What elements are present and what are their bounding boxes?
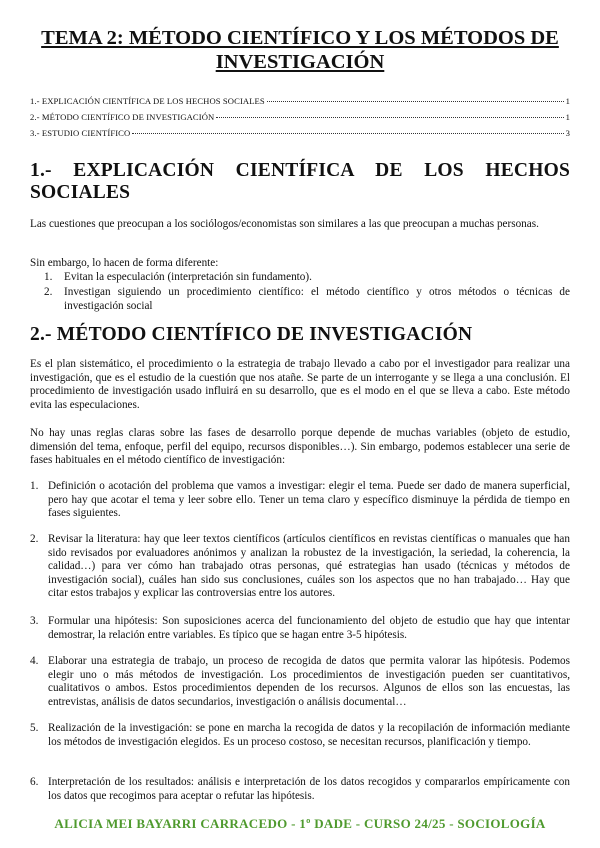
toc-entry-label: 3.- ESTUDIO CIENTÍFICO xyxy=(30,128,131,138)
section-2-paragraph-1: Es el plan sistemático, el procedimiento o la estrategia de trabajo llevado a cabo por el investigador para realizar una investigación, que es el estudio de la cuestión que nos atañe. Se parte de un interrogante y se llega a una conclusión. El procedimiento de investigación usado influirá en su desarrollo, que es el modo en el que se lleva a cabo. Este método evita las especulaciones. xyxy=(30,358,570,411)
toc-leader-dots xyxy=(216,117,563,118)
page-footer: ALICIA MEI BAYARRI CARRACEDO - 1º DADE - CURSO 24/25 - SOCIOLOGÍA xyxy=(54,816,546,831)
list-item-text: Interpretación de los resultados: análisis e interpretación de los datos recogidos y compararlos empíricamente con los datos que recogimos para aceptar o refutar las hipótesis. xyxy=(48,776,570,802)
list-item-text: Revisar la literatura: hay que leer textos científicos (artículos científicos en revistas científicas o manuales que han sido revisados por evaluadores anónimos y analizan la robustez de la investigación, la seriedad, la coherencia, la calidad…) para ver cómo han trabajado otras personas, qué estrategias han usado (técnicas y métodos de investigación social), cuáles han sido sus conclusiones, cuáles son los aspectos que no han trabajado… Hay que citar estos trabajos y explicar las controversias entre los autores. xyxy=(48,533,570,599)
list-item-number: 1. xyxy=(30,480,39,492)
list-item-text: Formular una hipótesis: Son suposiciones acerca del funcionamiento del objeto de estudio que hay que intentar demostrar, la relación entre variables. Es típico que se hagan entre 3-5 hipótesis. xyxy=(48,615,570,641)
list-item-number: 3. xyxy=(30,615,39,627)
list-item-number: 6. xyxy=(30,776,39,788)
toc-leader-dots xyxy=(267,101,564,102)
section-1-paragraph-2: Sin embargo, lo hacen de forma diferente: xyxy=(30,257,219,269)
list-item-text: Realización de la investigación: se pone en marcha la recogida de datos y la recopilación de información mediante los métodos de investigación elegidos. Es un proceso costoso, se necesitan recursos, planificación y tiempo. xyxy=(48,722,570,748)
list-item-number: 5. xyxy=(30,722,39,734)
toc-entry-label: 1.- EXPLICACIÓN CIENTÍFICA DE LOS HECHOS SOCIALES xyxy=(30,96,265,106)
list-item-number: 1. xyxy=(44,271,53,283)
section-1-paragraph-1: Las cuestiones que preocupan a los sociólogos/economistas son similares a las que preocupan a muchas personas. xyxy=(30,218,539,230)
toc-leader-dots xyxy=(132,133,563,134)
list-item-text: Evitan la especulación (interpretación sin fundamento). xyxy=(64,271,312,283)
list-item-number: 2. xyxy=(30,533,39,545)
list-item-text: Definición o acotación del problema que vamos a investigar: elegir el tema. Puede ser dado de manera superficial, pero hay que acotar el tema y leer sobre ello. Tener un tema claro y específico disminuye la pérdida de tiempo en fases siguientes. xyxy=(48,480,570,519)
toc-entry[interactable] xyxy=(30,96,570,108)
list-item-text: Elaborar una estrategia de trabajo, un proceso de recogida de datos que permita valorar las hipótesis. Podemos elegir uno o más métodos de investigación. Los procedimientos de investigación pueden ser cuantitativos, cualitativos o ambos. Estos procedimientos dependen de los recursos. Algunos de ellos son las encuestas, las entrevistas, análisis de datos secundarios, investigación o análisis documental… xyxy=(48,655,570,708)
document-title: TEMA 2: MÉTODO CIENTÍFICO Y LOS MÉTODOS DE INVESTIGACIÓN xyxy=(41,27,559,73)
toc-entry[interactable] xyxy=(30,112,570,124)
section-2-paragraph-2: No hay unas reglas claras sobre las fases de desarrollo porque depende de muchas variables (objeto de estudio, dimensión del tema, enfoque, perfil del equipo, recursos disponibles…). Sin embargo, podemos establecer una serie de fases habituales en el método científico de investigación: xyxy=(30,427,570,466)
list-item-number: 4. xyxy=(30,655,39,667)
toc-entry-label: 2.- MÉTODO CIENTÍFICO DE INVESTIGACIÓN xyxy=(30,112,215,122)
toc-entry-page: 3 xyxy=(565,128,570,138)
section-1-heading: 1.- EXPLICACIÓN CIENTÍFICA DE LOS HECHOS SOCIALES xyxy=(30,160,570,203)
list-item-text: Investigan siguiendo un procedimiento científico: el método científico y otros métodos o técnicas de investigación social xyxy=(64,286,570,312)
list-item-number: 2. xyxy=(44,286,53,298)
section-2-heading: 2.- MÉTODO CIENTÍFICO DE INVESTIGACIÓN xyxy=(30,324,473,345)
toc-entry-page: 1 xyxy=(565,112,570,122)
toc-entry[interactable] xyxy=(30,128,570,140)
toc-entry-page: 1 xyxy=(565,96,570,106)
